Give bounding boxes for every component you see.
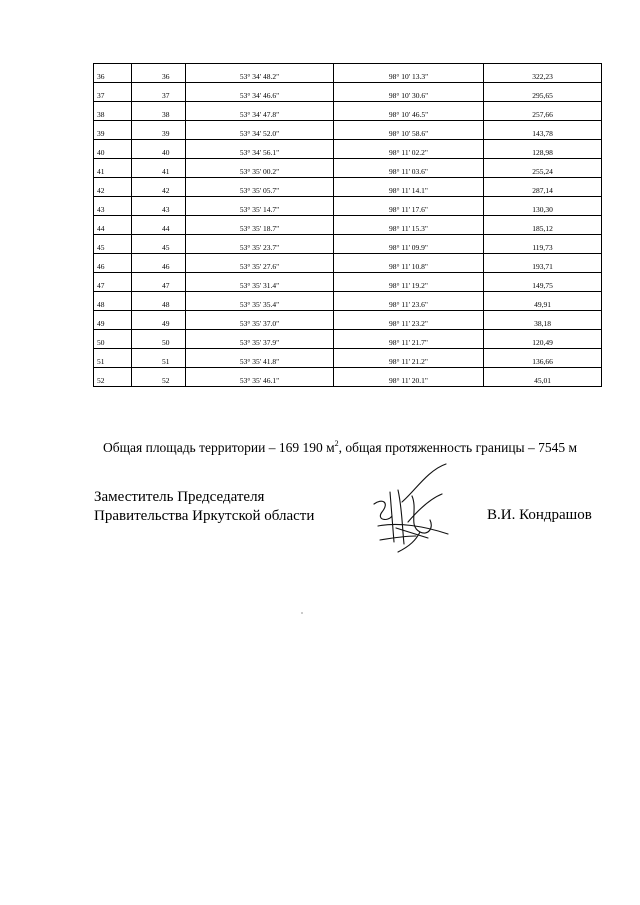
point-number: 49 xyxy=(94,311,132,330)
latitude-cell: 53° 35' 00.2" xyxy=(186,159,334,178)
distance-cell: 287,14 xyxy=(484,178,602,197)
table-row xyxy=(94,368,602,387)
point-number: 42 xyxy=(94,178,132,197)
longitude-cell: 98° 11' 23.2" xyxy=(334,311,484,330)
latitude-cell: 53° 34' 56.1" xyxy=(186,140,334,159)
point-number-alt: 42 xyxy=(132,178,186,197)
point-number-alt: 45 xyxy=(132,235,186,254)
table-row xyxy=(94,159,602,178)
point-number-alt: 44 xyxy=(132,216,186,235)
signer-name: В.И. Кондрашов xyxy=(487,507,592,523)
point-number-alt: 48 xyxy=(132,292,186,311)
point-number-alt: 39 xyxy=(132,121,186,140)
point-number: 41 xyxy=(94,159,132,178)
longitude-cell: 98° 10' 58.6" xyxy=(334,121,484,140)
summary-superscript: 2 xyxy=(334,439,339,448)
table-row xyxy=(94,273,602,292)
longitude-cell: 98° 11' 20.1" xyxy=(334,368,484,387)
latitude-cell: 53° 35' 46.1" xyxy=(186,368,334,387)
point-number: 44 xyxy=(94,216,132,235)
latitude-cell: 53° 35' 41.8" xyxy=(186,349,334,368)
longitude-cell: 98° 11' 03.6" xyxy=(334,159,484,178)
distance-cell: 130,30 xyxy=(484,197,602,216)
distance-cell: 255,24 xyxy=(484,159,602,178)
latitude-cell: 53° 34' 48.2" xyxy=(186,64,334,83)
latitude-cell: 53° 35' 14.7" xyxy=(186,197,334,216)
latitude-cell: 53° 35' 31.4" xyxy=(186,273,334,292)
distance-cell: 193,71 xyxy=(484,254,602,273)
point-number: 36 xyxy=(94,64,132,83)
point-number: 45 xyxy=(94,235,132,254)
distance-cell: 257,66 xyxy=(484,102,602,121)
latitude-cell: 53° 35' 37.9" xyxy=(186,330,334,349)
signer-title-line1: Заместитель Председателя xyxy=(94,489,265,505)
latitude-cell: 53° 35' 37.0" xyxy=(186,311,334,330)
latitude-cell: 53° 34' 52.0" xyxy=(186,121,334,140)
longitude-cell: 98° 11' 23.6" xyxy=(334,292,484,311)
point-number-alt: 50 xyxy=(132,330,186,349)
table-row xyxy=(94,254,602,273)
longitude-cell: 98° 10' 30.6" xyxy=(334,83,484,102)
summary-line xyxy=(103,440,583,456)
point-number: 40 xyxy=(94,140,132,159)
distance-cell: 322,23 xyxy=(484,64,602,83)
latitude-cell: 53° 35' 18.7" xyxy=(186,216,334,235)
table-row xyxy=(94,235,602,254)
point-number-alt: 41 xyxy=(132,159,186,178)
distance-cell: 119,73 xyxy=(484,235,602,254)
longitude-cell: 98° 11' 02.2" xyxy=(334,140,484,159)
longitude-cell: 98° 10' 46.5" xyxy=(334,102,484,121)
longitude-cell: 98° 11' 10.8" xyxy=(334,254,484,273)
distance-cell: 128,98 xyxy=(484,140,602,159)
latitude-cell: 53° 34' 46.6" xyxy=(186,83,334,102)
point-number-alt: 37 xyxy=(132,83,186,102)
point-number-alt: 38 xyxy=(132,102,186,121)
longitude-cell: 98° 11' 21.7" xyxy=(334,330,484,349)
longitude-cell: 98° 11' 09.9" xyxy=(334,235,484,254)
longitude-cell: 98° 11' 17.6" xyxy=(334,197,484,216)
table-row xyxy=(94,121,602,140)
distance-cell: 149,75 xyxy=(484,273,602,292)
latitude-cell: 53° 35' 27.6" xyxy=(186,254,334,273)
distance-cell: 143,78 xyxy=(484,121,602,140)
distance-cell: 136,66 xyxy=(484,349,602,368)
scan-speck xyxy=(301,612,303,614)
table-row xyxy=(94,83,602,102)
table-row xyxy=(94,311,602,330)
signer-title xyxy=(94,488,314,526)
point-number: 37 xyxy=(94,83,132,102)
coordinates-table xyxy=(93,63,602,387)
latitude-cell: 53° 34' 47.8" xyxy=(186,102,334,121)
summary-suffix: , общая протяженность границы – 7545 м xyxy=(338,440,578,455)
point-number-alt: 52 xyxy=(132,368,186,387)
longitude-cell: 98° 11' 14.1" xyxy=(334,178,484,197)
table-row xyxy=(94,197,602,216)
point-number-alt: 36 xyxy=(132,64,186,83)
point-number: 46 xyxy=(94,254,132,273)
point-number: 48 xyxy=(94,292,132,311)
longitude-cell: 98° 11' 19.2" xyxy=(334,273,484,292)
point-number-alt: 49 xyxy=(132,311,186,330)
table-row xyxy=(94,64,602,83)
distance-cell: 185,12 xyxy=(484,216,602,235)
table-row xyxy=(94,349,602,368)
summary-prefix: Общая площадь территории – 169 190 м xyxy=(103,440,335,455)
point-number-alt: 47 xyxy=(132,273,186,292)
longitude-cell: 98° 11' 21.2" xyxy=(334,349,484,368)
table-row xyxy=(94,216,602,235)
longitude-cell: 98° 11' 15.3" xyxy=(334,216,484,235)
point-number: 52 xyxy=(94,368,132,387)
distance-cell: 120,49 xyxy=(484,330,602,349)
point-number: 39 xyxy=(94,121,132,140)
point-number: 43 xyxy=(94,197,132,216)
latitude-cell: 53° 35' 05.7" xyxy=(186,178,334,197)
distance-cell: 38,18 xyxy=(484,311,602,330)
latitude-cell: 53° 35' 35.4" xyxy=(186,292,334,311)
point-number: 51 xyxy=(94,349,132,368)
distance-cell: 295,65 xyxy=(484,83,602,102)
signer-title-line2: Правительства Иркутской области xyxy=(94,508,315,524)
point-number: 50 xyxy=(94,330,132,349)
point-number: 47 xyxy=(94,273,132,292)
table-row xyxy=(94,140,602,159)
distance-cell: 45,01 xyxy=(484,368,602,387)
table-row xyxy=(94,102,602,121)
distance-cell: 49,91 xyxy=(484,292,602,311)
latitude-cell: 53° 35' 23.7" xyxy=(186,235,334,254)
handwritten-signature xyxy=(368,462,458,562)
longitude-cell: 98° 10' 13.3" xyxy=(334,64,484,83)
point-number-alt: 51 xyxy=(132,349,186,368)
table-row xyxy=(94,292,602,311)
table-row xyxy=(94,178,602,197)
table-row xyxy=(94,330,602,349)
point-number-alt: 43 xyxy=(132,197,186,216)
coordinates-table-body xyxy=(94,64,602,387)
point-number-alt: 46 xyxy=(132,254,186,273)
point-number: 38 xyxy=(94,102,132,121)
point-number-alt: 40 xyxy=(132,140,186,159)
